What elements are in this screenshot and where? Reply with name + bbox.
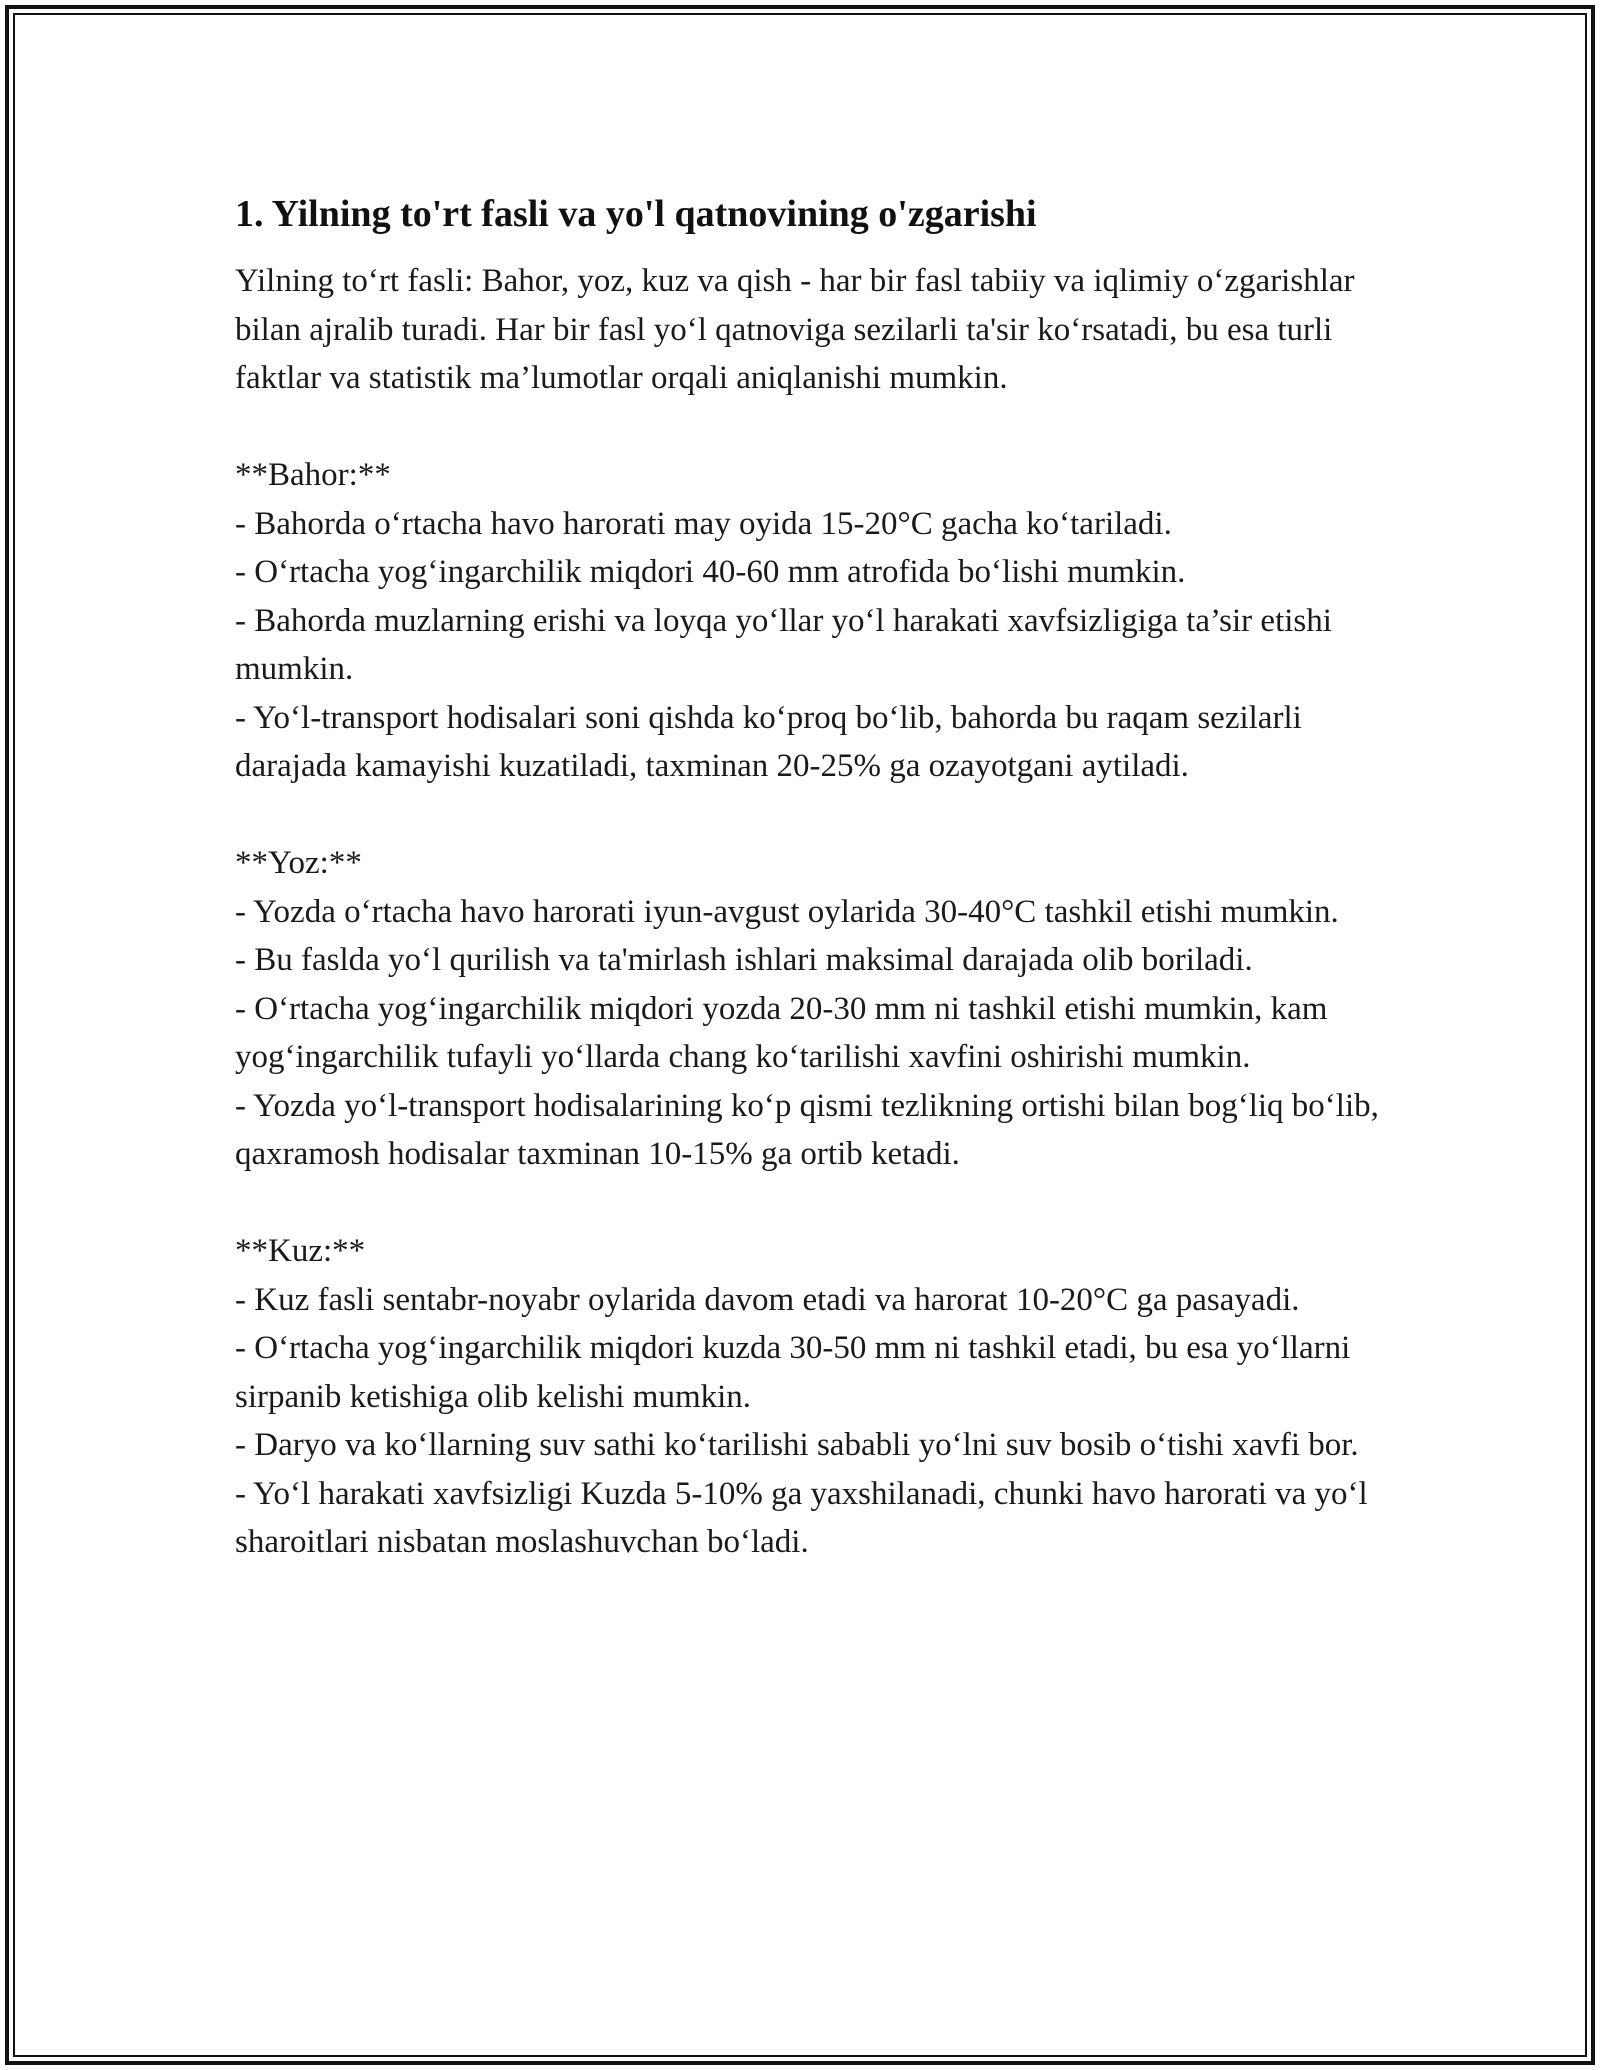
list-item: - O‘rtacha yog‘ingarchilik miqdori kuzda 30-50 mm ni tashkil etadi, bu esa yo‘llarni sirpanib ketishiga olib kelishi mumkin. <box>235 1330 1351 1415</box>
list-item: - O‘rtacha yog‘ingarchilik miqdori 40-60 mm atrofida bo‘lishi mumkin. <box>235 554 1186 590</box>
section-heading: **Kuz:** <box>235 1233 366 1269</box>
list-item: - Bahorda muzlarning erishi va loyqa yo‘llar yo‘l harakati xavfsizligiga ta’sir etishi mumkin. <box>235 602 1332 687</box>
document-body <box>235 188 1385 1567</box>
section-heading: **Bahor:** <box>235 457 391 493</box>
list-item: - Yozda o‘rtacha havo harorati iyun-avgust oylarida 30-40°C tashkil etishi mumkin. <box>235 893 1339 930</box>
list-item: - Daryo va ko‘llarning suv sathi ko‘tarilishi sababli yo‘lni suv bosib o‘tishi xavfi bor. <box>235 1427 1359 1463</box>
document-title: 1. Yilning to'rt fasli va yo'l qatnovining o'zgarishi <box>235 193 1037 235</box>
list-item: - Yo‘l harakati xavfsizligi Kuzda 5-10% ga yaxshilanadi, chunki havo harorati va yo‘l sharoitlari nisbatan moslashuvchan bo‘ladi. <box>235 1475 1368 1560</box>
section-yoz <box>235 839 1385 1179</box>
section-bahor <box>235 451 1385 791</box>
list-item: - Yozda yo‘l-transport hodisalarining ko‘p qismi tezlikning ortishi bilan bog‘liq bo‘lib, qaxramosh hodisalar taxminan 10-15% ga ortib ketadi. <box>235 1087 1379 1172</box>
list-item: - Bu faslda yo‘l qurilish va ta'mirlash ishlari maksimal darajada olib boriladi. <box>235 942 1253 978</box>
list-item: - Bahorda o‘rtacha havo harorati may oyida 15-20°C gacha ko‘tariladi. <box>235 505 1172 542</box>
list-item: - Kuz fasli sentabr-noyabr oylarida davom etadi va harorat 10-20°C ga pasayadi. <box>235 1281 1300 1318</box>
list-item: - O‘rtacha yog‘ingarchilik miqdori yozda 20-30 mm ni tashkil etishi mumkin, kam yog‘ingarchilik tufayli yo‘llarda chang ko‘tarilishi xavfini oshirishi mumkin. <box>235 990 1328 1075</box>
intro-paragraph: Yilning to‘rt fasli: Bahor, yoz, kuz va qish - har bir fasl tabiiy va iqlimiy o‘zgarishlar bilan ajralib turadi. Har bir fasl yo‘l qatnoviga sezilarli ta'sir ko‘rsatadi, bu esa turli faktlar va statistik ma’lumotlar orqali aniqlanishi mumkin. <box>235 263 1355 396</box>
section-kuz <box>235 1227 1385 1567</box>
list-item: - Yo‘l-transport hodisalari soni qishda ko‘proq bo‘lib, bahorda bu raqam sezilarli darajada kamayishi kuzatiladi, taxminan 20-25% ga ozayotgani aytiladi. <box>235 699 1302 784</box>
section-heading: **Yoz:** <box>235 845 362 881</box>
